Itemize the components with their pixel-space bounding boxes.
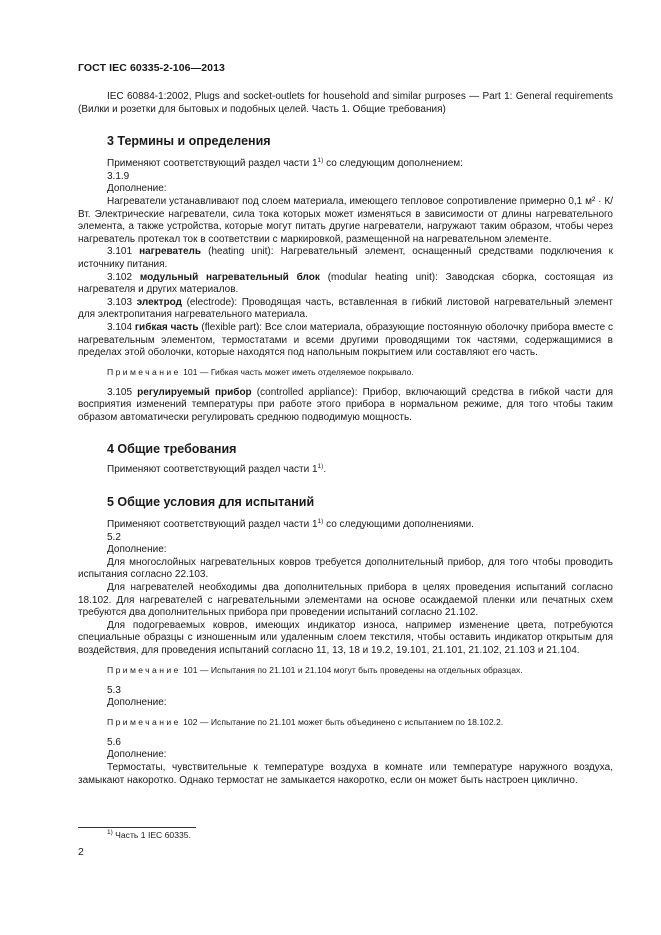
footnote-divider (78, 827, 196, 828)
reference-entry: IEC 60884-1:2002, Plugs and socket-outlets for household and similar purposes — Part 1: General requirements (Вилки и розетки для бытовых и подобных целей. Часть 1. Общие требования) (78, 91, 613, 115)
definition-3-102: 3.102 модульный нагревательный блок (modular heating unit): Заводская сборка, состоящая из нагревателя и других материалов. (78, 271, 613, 296)
addition-label: Дополнение: (107, 749, 167, 761)
heaters-paragraph: Нагреватели устанавливают под слоем материала, имеющего тепловое сопротивление примерно 0,1 м² · К/Вт. Электрические нагреватели, сила тока которых может изменяться в зависимости от длины нагревательного элемента, а также устройства, которые могут питать другие нагреватели, нагружают таким образом, чтобы через нагреватель протекал ток в соответствии с маркировкой, размещенной на нагревательном элементе. (78, 195, 613, 245)
paragraph: Для подогреваемых ковров, имеющих индикатор износа, например изменение цвета, потребуются специальные образцы с изношенным или удаленным слоем текстиля, чтобы оставить индикатор открытым для воздействия, для проведения испытаний согласно 11, 13, 18 и 19.2, 19.101, 21.101, 21.102, 21.103 и 21.104. (78, 619, 613, 656)
paragraph: Термостаты, чувствительные к температуре воздуха в комнате или температуре наружного воздуха, замыкают накоротко. Однако термостат не замыкается накоротко, если он может быть настроен циклично. (78, 761, 613, 786)
section-3-intro: Применяют соответствующий раздел части 1$^{1)}$ со следующим дополнением: (107, 157, 463, 170)
definition-3-105: 3.105 регулируемый прибор (controlled appliance): Прибор, включающий средства в гибкой части для восприятия изменений температуры при работе этого прибора в нормальном режиме, для того чтобы таким образом автоматически регулировать среднюю подводимую мощность. (78, 386, 613, 423)
clause-number: 5.3 (107, 684, 121, 696)
section-4-text: Применяют соответствующий раздел части 1$^{1)}$. (107, 463, 327, 476)
running-header: ГОСТ IEC 60335-2-106—2013 (78, 62, 225, 74)
footnote: $^{1)}$ Часть 1 IEC 60335. (107, 829, 191, 840)
note-101: Примечание 101 — Гибкая часть может иметь отделяемое покрывало. (107, 366, 414, 377)
addition-label: Дополнение: (107, 697, 167, 709)
section-5-intro: Применяют соответствующий раздел части 1$^{1)}$ со следующими дополнениями. (107, 518, 474, 531)
section-4-heading: 4 Общие требования (107, 442, 237, 457)
addition-label: Дополнение: (107, 544, 167, 556)
definition-3-104: 3.104 гибкая часть (flexible part): Все слои материала, образующие постоянную оболочку прибора вместе с нагревательным элементом, термостатами и всеми другими проводящими ток частями, содержащимися в пределах этой оболочки, которые находятся под напольным покрытием или составляют его часть. (78, 321, 613, 359)
definition-3-103: 3.103 электрод (electrode): Проводящая часть, вставленная в гибкий листовой нагревательный элемент для электропитания нагревательного материала. (78, 296, 613, 321)
note-101: Примечание 101 — Испытания по 21.101 и 21.104 могут быть проведены на отдельных образцах. (107, 664, 523, 675)
paragraph: Для нагревателей необходимы два дополнительных прибора в целях проведения испытаний согласно 18.102. Для нагревателей с нагревательными элементами на основе осаждаемой пленки или печатных схем требуются два дополнительных прибора при проведении испытаний согласно 21.102. (78, 582, 613, 619)
page-number: 2 (78, 846, 84, 858)
clause-number: 5.2 (107, 531, 121, 543)
section-5-heading: 5 Общие условия для испытаний (107, 495, 315, 510)
page-body (78, 91, 613, 787)
paragraph: Для многослойных нагревательных ковров требуется дополнительный прибор, для того чтобы проводить испытания согласно 22.103. (78, 556, 613, 581)
definition-3-101: 3.101 нагреватель (heating unit): Нагревательный элемент, оснащенный средствами подключения к источнику питания. (78, 246, 613, 270)
section-3-heading: 3 Термины и определения (107, 134, 271, 149)
note-102: Примечание 102 — Испытание по 21.101 может быть объединено с испытанием по 18.102.2. (107, 716, 504, 727)
clause-number: 3.1.9 (107, 170, 130, 182)
clause-number: 5.6 (107, 736, 121, 748)
addition-label: Дополнение: (107, 183, 167, 195)
